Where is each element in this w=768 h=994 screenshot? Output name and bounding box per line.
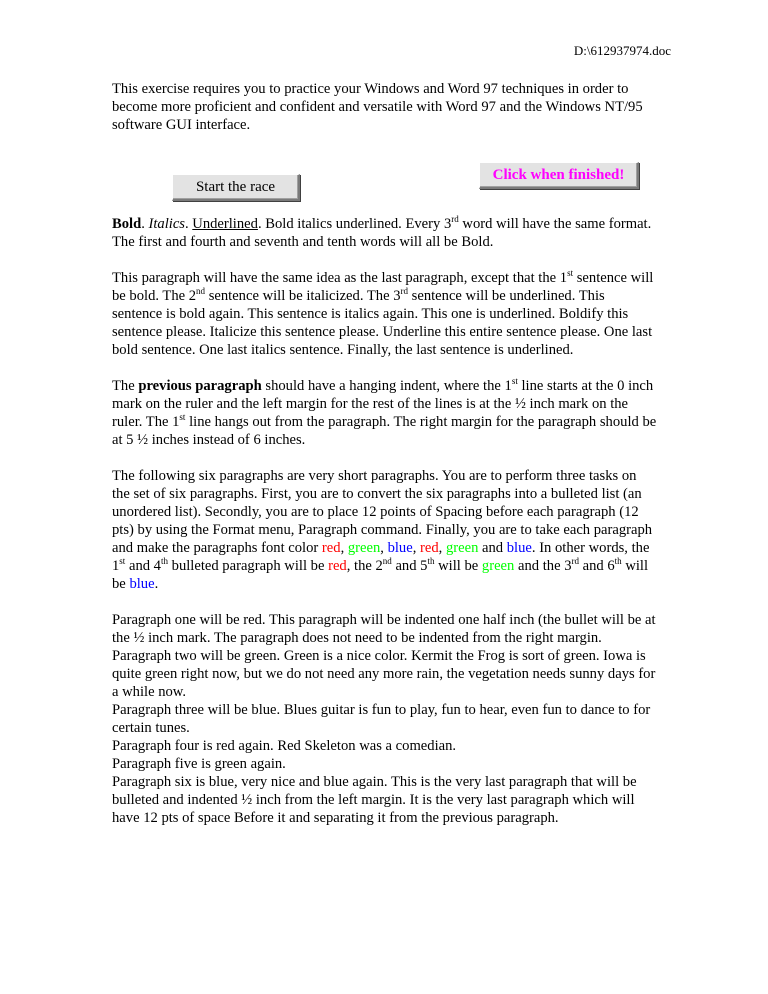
- text-run: and 6: [579, 558, 615, 574]
- green-word: green: [347, 540, 381, 556]
- text-run: The: [112, 378, 139, 394]
- green-word: green: [481, 558, 515, 574]
- text-run: ,: [438, 540, 446, 556]
- text-run: will be: [112, 558, 649, 592]
- finished-button[interactable]: Click when finished!: [479, 162, 639, 189]
- list-paragraph: Paragraph three will be blue. Blues guitar is fun to play, fun to hear, even fun to dance to for certain tunes.: [112, 702, 651, 736]
- list-paragraph: Paragraph four is red again. Red Skeleton was a comedian.: [112, 738, 457, 754]
- text-run: word will have the same format. The first and fourth and seventh and tenth words will all be Bold.: [112, 216, 652, 250]
- instructions-paragraph: [112, 467, 657, 593]
- ordinal-suffix: rd: [571, 556, 579, 567]
- text-run: .: [154, 576, 159, 592]
- underlined-word: Underlined: [192, 216, 258, 232]
- text-run: and: [478, 540, 507, 556]
- ordinal-suffix: rd: [451, 214, 459, 225]
- button-row: [112, 162, 657, 202]
- hanging-indent-paragraph: [112, 377, 657, 449]
- list-paragraph: Paragraph five is green again.: [112, 756, 286, 772]
- six-paragraphs: [112, 611, 657, 827]
- ordinal-suffix: th: [160, 556, 168, 567]
- text-run: will be: [434, 558, 482, 574]
- file-path-header: D:\612937974.doc: [573, 43, 671, 58]
- text-run: sentence will be underlined. This sentence is bold again. This sentence is italics again. This one is underlined. Boldify this sentence please. Italicize this sentence please. Underline this entire sentence please. One last bold sentence. One last italics sentence. Finally, the last sentence is underlined.: [112, 288, 653, 358]
- blue-word: blue: [387, 540, 413, 556]
- document-body: [112, 80, 657, 827]
- blue-word: blue: [129, 576, 155, 592]
- ordinal-suffix: st: [119, 556, 126, 567]
- text-run: sentence will be italicized. The 3: [205, 288, 401, 304]
- text-run: This paragraph will have the same idea as the last paragraph, except that the 1: [112, 270, 568, 286]
- text-run: bulleted paragraph will be: [168, 558, 329, 574]
- text-run: line starts at the 0 inch mark on the ruler and the left margin for the rest of the lines is at the ½ inch mark on the ruler. The 1: [112, 378, 654, 430]
- list-paragraph: Paragraph six is blue, very nice and blue again. This is the very last paragraph that will be bulleted and indented ½ inch from the left margin. It is the very last paragraph which will have 12 pts of space Before it and separating it from the previous paragraph.: [112, 774, 637, 826]
- text-run: and the 3: [514, 558, 572, 574]
- ordinal-suffix: st: [567, 268, 574, 279]
- red-word: red: [420, 540, 439, 556]
- red-word: red: [321, 540, 341, 556]
- text-run: The following six paragraphs are very short paragraphs. You are to perform three tasks on the set of six paragraphs. First, you are to convert the six paragraphs into a bulleted list (an unordered list). Secondly, you are to place 12 points of Spacing before each paragraph (12 pts) by using the Format menu, Paragraph command. Finally, you are to take each paragraph and make the paragraphs font color: [112, 468, 653, 556]
- ordinal-suffix: th: [614, 556, 622, 567]
- text-run: should have a hanging indent, where the 1: [261, 378, 512, 394]
- text-run: ,: [412, 540, 421, 556]
- list-paragraph: Paragraph one will be red. This paragraph will be indented one half inch (the bullet will be at the ½ inch mark. The paragraph does not need to be indented from the right margin.: [112, 612, 656, 646]
- blue-word: blue: [506, 540, 532, 556]
- italics-word: Italics: [148, 216, 185, 232]
- ordinal-suffix: rd: [400, 286, 409, 297]
- text-run: and 5: [391, 558, 428, 574]
- bold-word: Bold: [112, 216, 142, 232]
- ordinal-suffix: th: [427, 556, 435, 567]
- text-run: ,: [380, 540, 388, 556]
- list-paragraph: Paragraph two will be green. Green is a nice color. Kermit the Frog is sort of green. Iowa is quite green right now, but we do not need any more rain, the vegetation needs sunny days for a while now.: [112, 648, 656, 700]
- red-word: red: [328, 558, 347, 574]
- green-word: green: [445, 540, 479, 556]
- ordinal-suffix: nd: [196, 286, 206, 297]
- text-run: line hangs out from the paragraph. The right margin for the paragraph should be at 5 ½ inches instead of 6 inches.: [112, 414, 657, 448]
- text-run: and 4: [125, 558, 161, 574]
- start-race-button[interactable]: Start the race: [172, 174, 300, 201]
- ordinal-suffix: st: [179, 412, 186, 423]
- text-run: sentence will be bold. The 2: [112, 270, 654, 304]
- text-run: . In other words, the 1: [112, 540, 650, 574]
- text-run: , the 2: [346, 558, 383, 574]
- intro-paragraph: This exercise requires you to practice your Windows and Word 97 techniques in order to become more proficient and confident and versatile with Word 97 and the Windows NT/95 software GUI interface.: [112, 81, 643, 133]
- text-run: . Bold italics underlined. Every 3: [257, 216, 452, 232]
- ordinal-suffix: st: [511, 376, 518, 387]
- bold-phrase: previous paragraph: [138, 378, 262, 394]
- ordinal-suffix: nd: [382, 556, 392, 567]
- format-paragraph-1: Bold. Italics. Underlined. Bold italics underlined. Every 3rd word will have the same format. The first and fourth and seventh and tenth words will all be Bold.: [112, 214, 652, 250]
- format-paragraph-2: [112, 269, 657, 359]
- text-run: ,: [340, 540, 348, 556]
